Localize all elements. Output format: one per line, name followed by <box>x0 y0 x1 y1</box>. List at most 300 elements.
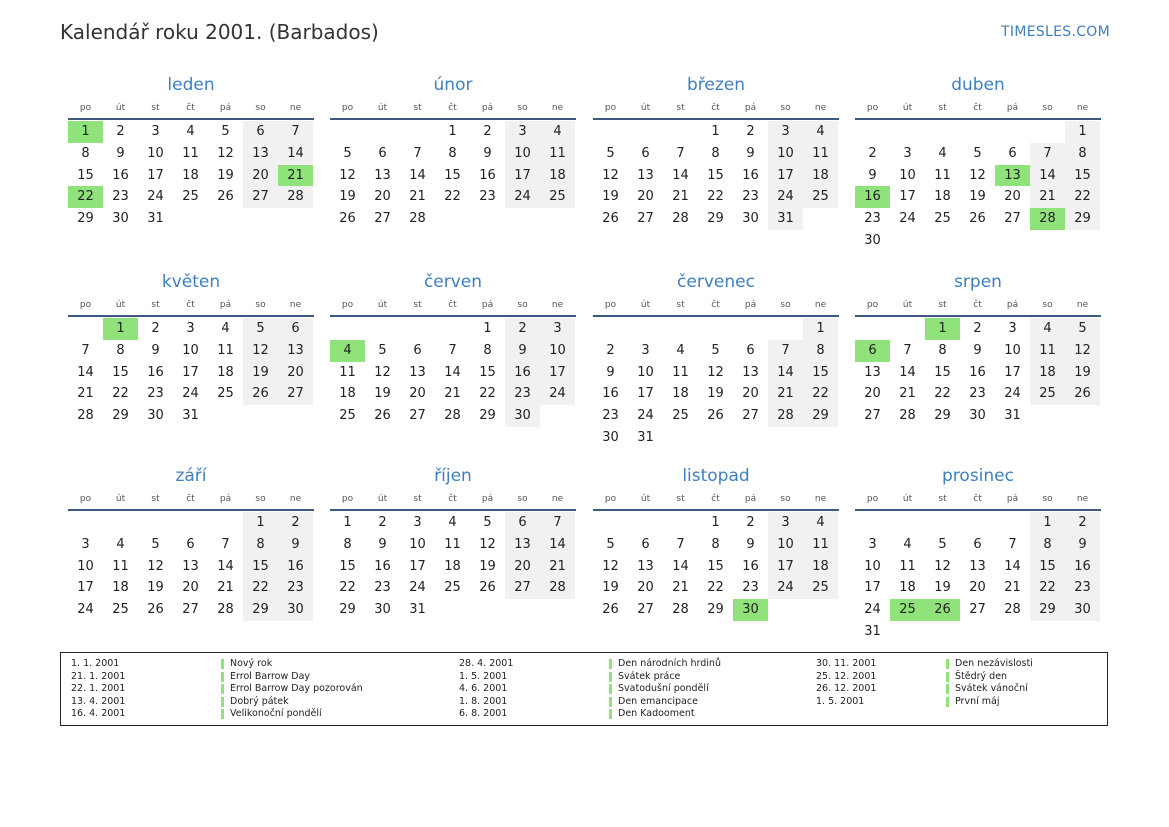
day-cell: 9 <box>505 340 540 362</box>
empty-cell <box>855 512 890 534</box>
day-cell: 14 <box>672 167 689 183</box>
day-cell: 7 <box>448 342 457 358</box>
weekday-label: po <box>604 300 617 310</box>
empty-cell <box>698 318 733 340</box>
day-cell: 20 <box>182 580 199 596</box>
day-cell: 12 <box>147 558 164 574</box>
day-cell: 16 <box>505 362 540 384</box>
day-cell: 19 <box>374 386 391 402</box>
legend-row <box>816 671 1033 684</box>
weekday-label: ne <box>1076 300 1089 310</box>
holiday-day-cell: 22 <box>68 186 103 208</box>
holiday-date: 1. 8. 2001 <box>459 695 508 707</box>
weekday-label: út <box>115 494 126 504</box>
day-cell: 20 <box>374 189 391 205</box>
empty-cell <box>890 318 925 340</box>
day-cell: 28 <box>217 602 234 618</box>
day-cell: 23 <box>1065 577 1100 599</box>
day-cell: 25 <box>182 189 199 205</box>
day-cell: 4 <box>186 124 195 139</box>
weekday-header <box>855 489 1101 511</box>
day-cell: 5 <box>1065 318 1100 340</box>
day-cell: 12 <box>1065 340 1100 362</box>
day-cell: 8 <box>343 536 352 552</box>
day-cell: 22 <box>934 386 951 402</box>
holiday-day-cell: 1 <box>925 318 960 340</box>
day-cell: 3 <box>903 145 912 161</box>
weekday-label: st <box>413 300 422 310</box>
weekday-label: ne <box>551 494 564 504</box>
day-cell: 22 <box>1065 186 1100 208</box>
holiday-day-cell: 26 <box>925 599 960 621</box>
day-cell: 29 <box>77 211 94 227</box>
day-cell: 28 <box>540 577 575 599</box>
day-cell: 17 <box>768 165 803 187</box>
empty-cell <box>365 121 400 143</box>
holiday-date: 21. 1. 2001 <box>71 670 126 682</box>
day-cell: 11 <box>934 167 951 183</box>
weekday-label: st <box>676 494 685 504</box>
legend-row <box>459 696 721 709</box>
day-cell: 10 <box>1004 342 1021 358</box>
holiday-day-cell: 13 <box>995 165 1030 187</box>
day-cell: 4 <box>116 536 125 552</box>
weekday-label: po <box>341 300 354 310</box>
day-grid <box>593 318 838 449</box>
site-link[interactable]: TIMESLES.COM <box>1001 24 1110 40</box>
day-cell: 31 <box>409 602 426 618</box>
day-cell: 13 <box>505 534 540 556</box>
day-cell: 7 <box>1030 143 1065 165</box>
day-cell: 29 <box>1065 208 1100 230</box>
day-cell: 10 <box>768 534 803 556</box>
empty-cell <box>768 318 803 340</box>
weekday-label: st <box>413 103 422 113</box>
legend-row <box>459 671 721 684</box>
empty-cell <box>663 121 698 143</box>
weekday-label: čt <box>186 494 195 504</box>
day-cell: 14 <box>899 364 916 380</box>
weekday-label: so <box>517 494 528 504</box>
day-cell: 30 <box>374 602 391 618</box>
day-cell: 7 <box>676 145 685 161</box>
day-cell: 13 <box>742 364 759 380</box>
day-cell: 2 <box>116 124 125 139</box>
holiday-date: 1. 5. 2001 <box>459 670 508 682</box>
day-cell: 12 <box>339 167 356 183</box>
month-name: říjen <box>434 466 472 486</box>
day-cell: 24 <box>899 211 916 227</box>
day-cell: 22 <box>112 386 129 402</box>
weekday-label: út <box>640 494 651 504</box>
holiday-marker <box>221 672 224 682</box>
weekday-label: pá <box>1006 300 1019 310</box>
day-cell: 1 <box>483 321 492 336</box>
day-cell: 20 <box>278 362 313 384</box>
day-cell: 24 <box>147 189 164 205</box>
weekday-label: st <box>938 494 947 504</box>
weekday-label: ne <box>551 103 564 113</box>
holiday-date: 1. 1. 2001 <box>71 658 120 669</box>
month-1 <box>68 72 314 230</box>
day-cell: 27 <box>505 577 540 599</box>
day-cell: 22 <box>707 189 724 205</box>
holiday-name: Den emancipace <box>618 695 698 707</box>
weekday-label: pá <box>481 103 494 113</box>
holiday-date: 13. 4. 2001 <box>71 695 126 707</box>
legend-row <box>71 671 363 684</box>
day-cell: 21 <box>672 189 689 205</box>
day-cell: 6 <box>278 318 313 340</box>
empty-cell <box>330 121 365 143</box>
month-name: leden <box>167 75 215 95</box>
day-cell: 1 <box>711 124 720 139</box>
empty-cell <box>103 512 138 534</box>
day-cell: 10 <box>77 558 94 574</box>
holiday-date: 25. 12. 2001 <box>816 670 877 682</box>
day-cell: 18 <box>444 558 461 574</box>
day-cell: 31 <box>864 623 881 639</box>
weekday-label: so <box>1042 494 1053 504</box>
day-cell: 15 <box>444 167 461 183</box>
day-cell: 14 <box>278 143 313 165</box>
month-9 <box>68 463 314 621</box>
weekday-label: ne <box>289 103 302 113</box>
day-cell: 12 <box>217 145 234 161</box>
day-cell: 7 <box>903 342 912 358</box>
holiday-marker <box>609 672 612 682</box>
day-cell: 2 <box>151 321 160 336</box>
day-cell: 29 <box>479 408 496 424</box>
weekday-label: ne <box>814 300 827 310</box>
day-cell: 13 <box>374 167 391 183</box>
day-cell: 16 <box>742 558 759 574</box>
weekday-label: st <box>151 494 160 504</box>
day-cell: 23 <box>112 189 129 205</box>
empty-cell <box>890 512 925 534</box>
day-cell: 14 <box>444 364 461 380</box>
holiday-marker <box>609 697 612 707</box>
day-cell: 31 <box>147 211 164 227</box>
month-name: červen <box>423 272 483 292</box>
day-cell: 26 <box>217 189 234 205</box>
day-cell: 15 <box>243 556 278 578</box>
day-cell: 24 <box>77 602 94 618</box>
day-cell: 18 <box>934 189 951 205</box>
day-cell: 5 <box>378 342 387 358</box>
day-cell: 30 <box>602 429 619 445</box>
empty-cell <box>890 121 925 143</box>
day-cell: 26 <box>969 211 986 227</box>
day-cell: 22 <box>1030 577 1065 599</box>
day-cell: 24 <box>505 186 540 208</box>
holiday-marker <box>946 697 949 707</box>
day-cell: 3 <box>868 536 877 552</box>
weekday-label: po <box>604 494 617 504</box>
weekday-label: pá <box>481 300 494 310</box>
empty-cell <box>365 318 400 340</box>
day-cell: 20 <box>637 580 654 596</box>
day-cell: 15 <box>112 364 129 380</box>
day-cell: 9 <box>378 536 387 552</box>
holiday-day-cell: 25 <box>890 599 925 621</box>
day-cell: 10 <box>899 167 916 183</box>
day-cell: 17 <box>899 189 916 205</box>
day-cell: 5 <box>221 124 230 139</box>
day-cell: 11 <box>112 558 129 574</box>
day-cell: 10 <box>864 558 881 574</box>
legend-row <box>71 696 363 709</box>
weekday-header <box>330 295 576 317</box>
day-grid <box>855 121 1100 252</box>
day-grid <box>330 318 575 427</box>
day-cell: 25 <box>444 580 461 596</box>
day-cell: 14 <box>1004 558 1021 574</box>
day-cell: 19 <box>217 167 234 183</box>
weekday-label: po <box>79 494 92 504</box>
day-cell: 1 <box>1030 512 1065 534</box>
day-cell: 12 <box>969 167 986 183</box>
day-cell: 1 <box>1065 121 1100 143</box>
day-cell: 6 <box>746 342 755 358</box>
day-cell: 26 <box>479 580 496 596</box>
day-cell: 8 <box>1030 534 1065 556</box>
empty-cell <box>663 512 698 534</box>
day-cell: 17 <box>864 580 881 596</box>
legend-row <box>816 658 1033 671</box>
empty-cell <box>628 318 663 340</box>
day-cell: 12 <box>602 558 619 574</box>
weekday-label: čt <box>448 494 457 504</box>
day-grid <box>855 512 1100 643</box>
day-cell: 4 <box>938 145 947 161</box>
month-2 <box>330 72 576 230</box>
empty-cell <box>960 121 995 143</box>
day-cell: 7 <box>221 536 230 552</box>
day-grid <box>593 121 838 230</box>
holiday-day-cell: 6 <box>855 340 890 362</box>
day-cell: 11 <box>182 145 199 161</box>
day-cell: 26 <box>339 211 356 227</box>
day-cell: 5 <box>606 145 615 161</box>
day-cell: 6 <box>641 536 650 552</box>
weekday-header <box>330 98 576 120</box>
day-cell: 15 <box>479 364 496 380</box>
day-cell: 7 <box>413 145 422 161</box>
weekday-label: po <box>79 300 92 310</box>
day-cell: 28 <box>768 405 803 427</box>
month-name: září <box>175 466 207 486</box>
weekday-label: út <box>640 300 651 310</box>
weekday-label: so <box>780 300 791 310</box>
day-cell: 24 <box>768 186 803 208</box>
day-cell: 2 <box>1065 512 1100 534</box>
weekday-label: čt <box>711 494 720 504</box>
day-cell: 18 <box>339 386 356 402</box>
day-cell: 15 <box>77 167 94 183</box>
day-cell: 1 <box>343 515 352 530</box>
day-grid <box>593 512 838 621</box>
day-cell: 15 <box>934 364 951 380</box>
day-cell: 9 <box>746 145 755 161</box>
holiday-date: 26. 12. 2001 <box>816 683 877 695</box>
holiday-name: Nový rok <box>230 658 273 669</box>
weekday-header <box>593 98 839 120</box>
empty-cell <box>628 512 663 534</box>
day-cell: 15 <box>803 362 838 384</box>
weekday-label: so <box>255 300 266 310</box>
day-cell: 21 <box>409 189 426 205</box>
day-cell: 30 <box>969 408 986 424</box>
day-cell: 25 <box>540 186 575 208</box>
day-cell: 28 <box>278 186 313 208</box>
day-cell: 11 <box>339 364 356 380</box>
holiday-name: První máj <box>955 695 1000 707</box>
weekday-label: ne <box>814 103 827 113</box>
day-cell: 11 <box>1030 340 1065 362</box>
weekday-label: so <box>780 494 791 504</box>
weekday-label: čt <box>973 103 982 113</box>
empty-cell <box>1030 121 1065 143</box>
holiday-name: Errol Barrow Day pozorován <box>230 683 363 695</box>
holiday-name: Den národních hrdinů <box>618 658 721 669</box>
weekday-label: pá <box>744 103 757 113</box>
day-cell: 21 <box>672 580 689 596</box>
weekday-label: st <box>151 103 160 113</box>
weekday-label: čt <box>973 494 982 504</box>
holiday-marker <box>609 709 612 719</box>
weekday-label: ne <box>289 494 302 504</box>
day-cell: 21 <box>768 383 803 405</box>
day-cell: 29 <box>934 408 951 424</box>
day-cell: 21 <box>1004 580 1021 596</box>
day-cell: 13 <box>243 143 278 165</box>
weekday-label: po <box>604 103 617 113</box>
empty-cell <box>593 121 628 143</box>
legend-row <box>71 708 363 721</box>
day-cell: 25 <box>672 408 689 424</box>
day-grid <box>68 512 313 621</box>
weekday-label: út <box>377 103 388 113</box>
day-cell: 10 <box>540 340 575 362</box>
day-cell: 6 <box>186 536 195 552</box>
day-cell: 5 <box>151 536 160 552</box>
weekday-label: út <box>377 494 388 504</box>
legend-column-1 <box>71 658 363 721</box>
day-cell: 6 <box>641 145 650 161</box>
day-cell: 9 <box>151 342 160 358</box>
day-cell: 3 <box>151 124 160 139</box>
weekday-label: ne <box>551 300 564 310</box>
day-cell: 7 <box>1008 536 1017 552</box>
empty-cell <box>663 318 698 340</box>
day-cell: 11 <box>540 143 575 165</box>
day-cell: 16 <box>479 167 496 183</box>
day-cell: 26 <box>1065 383 1100 405</box>
weekday-label: so <box>1042 103 1053 113</box>
legend-row <box>71 658 363 671</box>
holiday-name: Svatodušní pondělí <box>618 683 709 695</box>
legend-column-2 <box>459 658 721 721</box>
weekday-label: so <box>255 494 266 504</box>
holiday-date: 30. 11. 2001 <box>816 658 877 669</box>
day-cell: 7 <box>278 121 313 143</box>
weekday-label: út <box>115 300 126 310</box>
weekday-label: pá <box>219 300 232 310</box>
day-cell: 2 <box>378 515 387 530</box>
day-cell: 6 <box>973 536 982 552</box>
holiday-day-cell: 16 <box>855 186 890 208</box>
day-cell: 20 <box>969 580 986 596</box>
day-cell: 4 <box>1030 318 1065 340</box>
day-cell: 19 <box>602 189 619 205</box>
day-cell: 19 <box>147 580 164 596</box>
day-cell: 23 <box>278 577 313 599</box>
day-cell: 13 <box>864 364 881 380</box>
month-name: srpen <box>954 272 1002 292</box>
weekday-label: út <box>377 300 388 310</box>
day-cell: 18 <box>899 580 916 596</box>
month-11 <box>593 463 839 621</box>
day-cell: 24 <box>409 580 426 596</box>
day-cell: 25 <box>803 186 838 208</box>
day-cell: 16 <box>602 386 619 402</box>
holiday-date: 16. 4. 2001 <box>71 708 126 720</box>
day-cell: 5 <box>711 342 720 358</box>
empty-cell <box>925 512 960 534</box>
day-cell: 5 <box>243 318 278 340</box>
holiday-day-cell: 28 <box>1030 208 1065 230</box>
weekday-label: st <box>938 103 947 113</box>
day-cell: 4 <box>803 512 838 534</box>
day-cell: 20 <box>1004 189 1021 205</box>
weekday-label: čt <box>448 103 457 113</box>
page-title: Kalendář roku 2001. (Barbados) <box>60 20 379 44</box>
day-cell: 16 <box>147 364 164 380</box>
day-cell: 2 <box>973 321 982 336</box>
day-cell: 17 <box>540 362 575 384</box>
holiday-name: Errol Barrow Day <box>230 670 311 682</box>
weekday-label: čt <box>448 300 457 310</box>
day-cell: 4 <box>903 536 912 552</box>
weekday-label: pá <box>219 103 232 113</box>
day-cell: 21 <box>217 580 234 596</box>
day-cell: 7 <box>81 342 90 358</box>
day-cell: 19 <box>934 580 951 596</box>
empty-cell <box>330 318 365 340</box>
day-cell: 29 <box>707 602 724 618</box>
weekday-label: ne <box>289 300 302 310</box>
day-cell: 12 <box>707 364 724 380</box>
weekday-label: út <box>902 300 913 310</box>
weekday-header <box>330 489 576 511</box>
empty-cell <box>995 121 1030 143</box>
day-cell: 5 <box>483 515 492 530</box>
day-cell: 29 <box>1030 599 1065 621</box>
weekday-label: po <box>79 103 92 113</box>
day-cell: 13 <box>409 364 426 380</box>
day-cell: 24 <box>182 386 199 402</box>
day-cell: 20 <box>243 165 278 187</box>
day-cell: 8 <box>81 145 90 161</box>
month-10 <box>330 463 576 621</box>
day-cell: 1 <box>243 512 278 534</box>
weekday-header <box>855 98 1101 120</box>
day-cell: 26 <box>602 602 619 618</box>
day-cell: 17 <box>147 167 164 183</box>
day-cell: 19 <box>479 558 496 574</box>
legend-column-3 <box>816 658 1033 708</box>
